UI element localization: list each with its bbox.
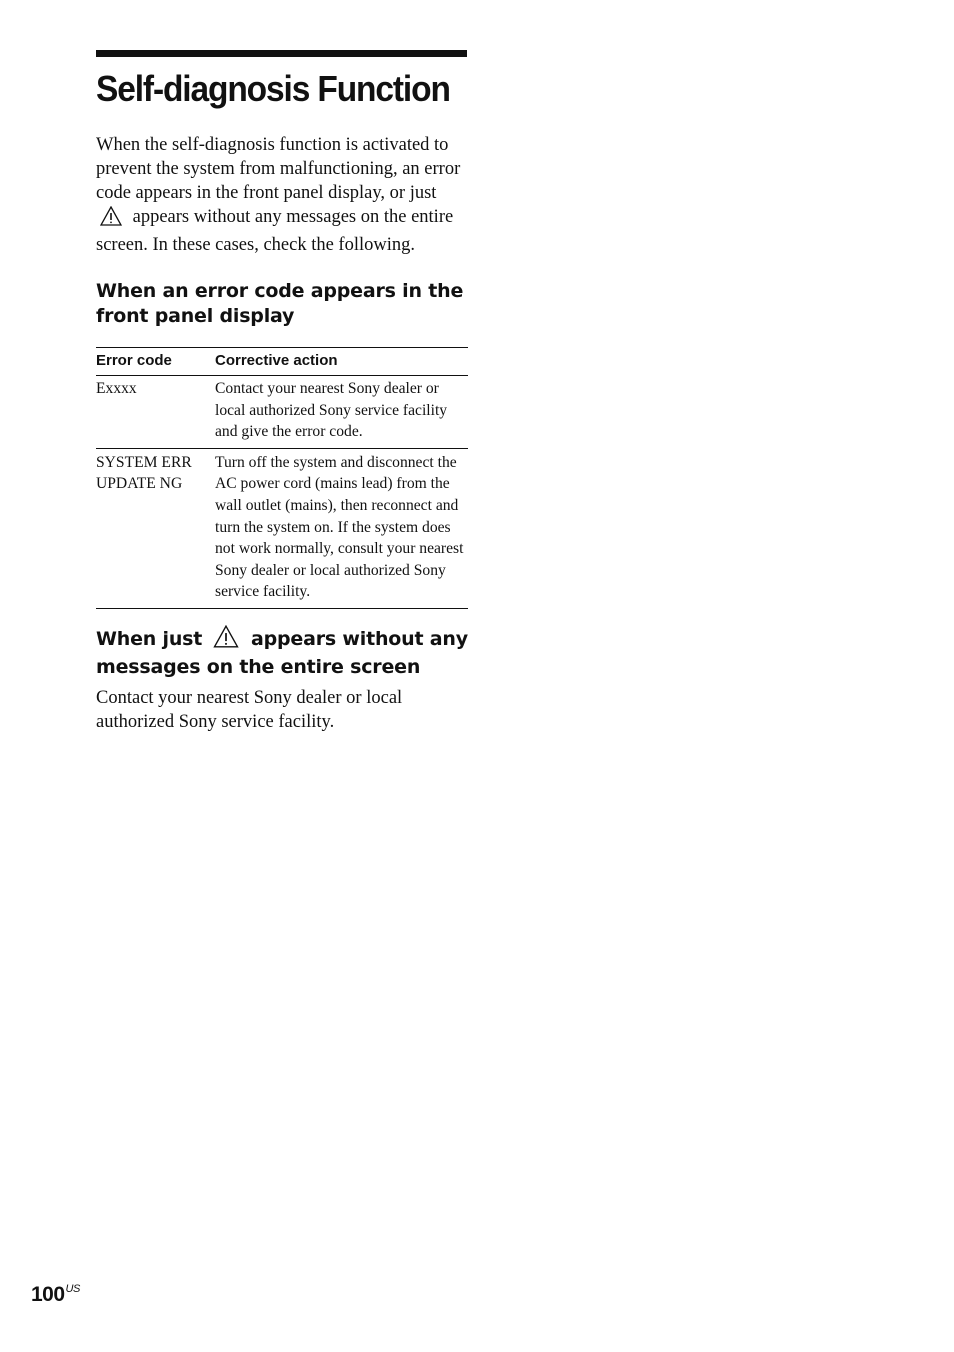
intro-text-end: appears without any messages on the entire screen. In these cases, check the following. [96, 207, 454, 255]
page-region-label: US [65, 1283, 80, 1295]
corrective-action-cell: Contact your nearest Sony dealer or local authorized Sony service facility and give the error code. [215, 380, 448, 441]
title-rule [96, 50, 467, 57]
table-header-row [96, 348, 468, 376]
error-code-cell: SYSTEM ERR UPDATE NG [96, 448, 215, 608]
page-title: Self-diagnosis Function [96, 68, 450, 109]
page-column [96, 50, 468, 734]
section-heading-error-code: When an error code appears in the front panel display [96, 280, 464, 327]
intro-paragraph [96, 133, 468, 257]
table-row [96, 376, 468, 449]
warning-only-paragraph: Contact your nearest Sony dealer or local authorized Sony service facility. [96, 687, 403, 732]
page-number-value: 100 [31, 1283, 65, 1306]
column-header-error-code: Error code [96, 348, 215, 376]
error-code-table [96, 347, 468, 609]
error-code-cell: Exxxx [96, 380, 137, 397]
page-number [31, 1283, 80, 1307]
heading-text-end: appears without any messages on the entire screen [96, 627, 468, 678]
column-header-corrective-action: Corrective action [215, 348, 468, 376]
warning-triangle-icon [213, 625, 239, 655]
intro-text-start: When the self-diagnosis function is activated to prevent the system from malfunctioning, an error code appears in the front panel display, or just [96, 135, 461, 203]
warning-triangle-icon [100, 206, 122, 233]
section-heading-warning-only [96, 625, 468, 680]
heading-text-start: When just [96, 627, 203, 650]
corrective-action-cell: Turn off the system and disconnect the AC power cord (mains lead) from the wall outlet (mains), then reconnect and turn the system on. If the system does not work normally, consult your nearest Sony dealer or local authorized Sony service facility. [215, 448, 468, 608]
table-row [96, 448, 468, 608]
